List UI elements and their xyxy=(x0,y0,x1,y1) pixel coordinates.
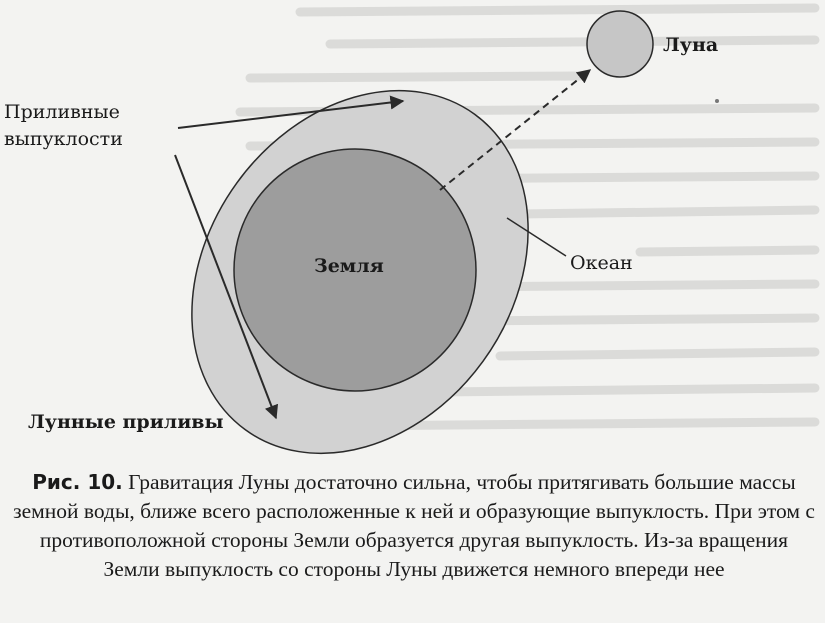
moon-label: Луна xyxy=(663,34,719,56)
figure-number: Рис. 10. xyxy=(32,470,123,494)
caption-text: Гравитация Луны достаточно сильна, чтобы притягивать большие массы земной воды, ближе всего расположенные к ней и образующие выпуклость. При этом с противоположной стороны Земли образуется другая выпуклость. Из-за вращения Земли выпуклость со стороны Луны движется немного впереди нее xyxy=(13,470,815,581)
tidal-bulges-label: Приливные выпуклости xyxy=(4,101,123,150)
ocean-label: Океан xyxy=(570,252,633,274)
lunar-tides-label: Лунные приливы xyxy=(28,411,224,433)
moon-shape xyxy=(587,11,653,77)
speck xyxy=(715,99,719,103)
figure-caption xyxy=(10,468,818,584)
earth-label: Земля xyxy=(314,255,384,277)
